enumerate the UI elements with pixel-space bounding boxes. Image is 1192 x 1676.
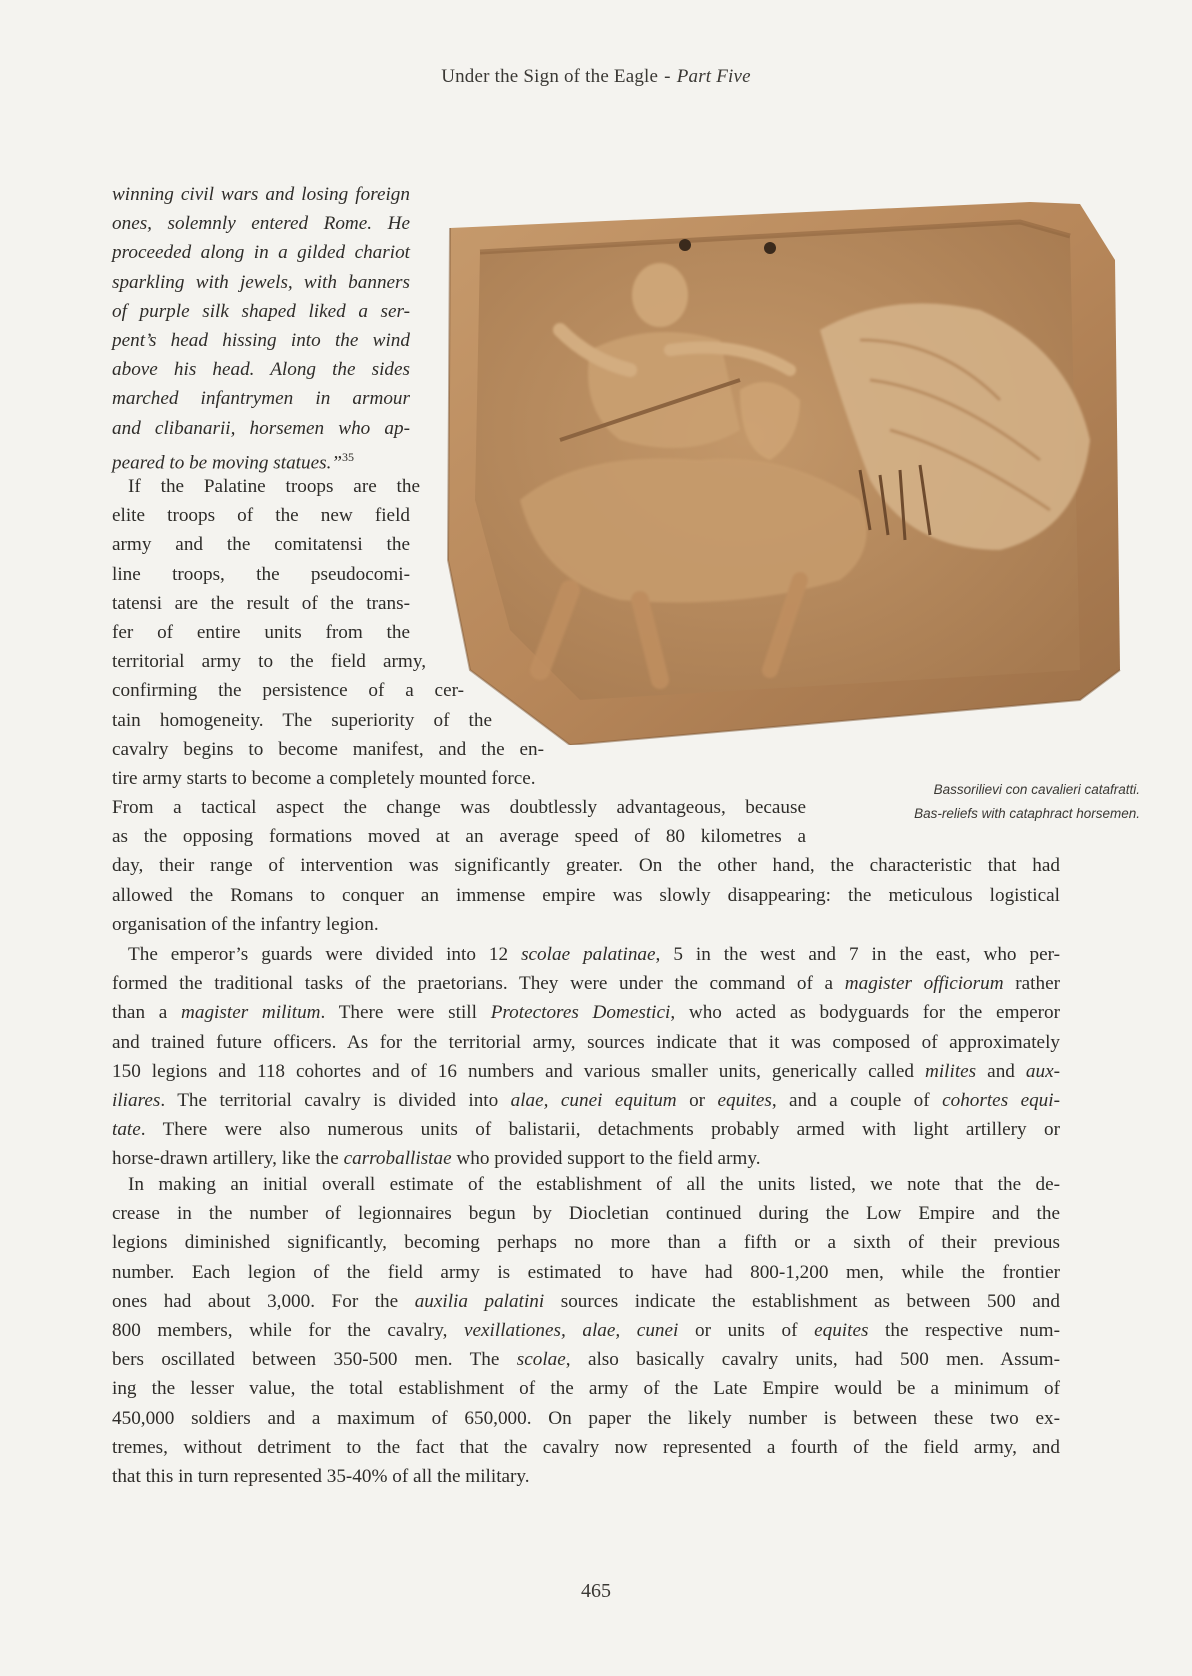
text-span: horse-drawn artillery, like the	[112, 1148, 344, 1170]
text-span: 150 legions and 118 cohortes and of 16 numbers and various smaller units, generically called	[112, 1060, 925, 1082]
italic-term: magister militum	[181, 1002, 321, 1024]
text-span: the respective num-	[868, 1319, 1060, 1341]
text-span: , who acted as bodyguards for the emperor	[670, 1002, 1060, 1024]
italic-term: equites	[814, 1319, 869, 1341]
italic-term: tate	[112, 1119, 141, 1141]
text-line	[112, 998, 1060, 1027]
text-span: or units of	[678, 1319, 815, 1341]
text-line	[112, 940, 1060, 969]
text-span: rather	[1003, 973, 1060, 995]
text-span: , and a couple of	[771, 1089, 943, 1111]
text-span: than a	[112, 1002, 182, 1024]
paragraph-1	[112, 472, 1060, 939]
text-line	[112, 1115, 1060, 1144]
text-line: organisation of the infantry legion.	[112, 913, 379, 935]
text-line: marched infantrymen in armour	[112, 388, 410, 410]
text-line: 450,000 soldiers and a maximum of 650,000. On paper the likely number is between these two ex-	[112, 1407, 1060, 1429]
italic-term: vexillationes, alae, cunei	[464, 1319, 679, 1341]
part-title: Part Five	[676, 66, 751, 87]
italic-term: milites	[924, 1060, 977, 1082]
italic-term: cohortes equi-	[942, 1089, 1060, 1111]
text-span: . There were still	[320, 1002, 491, 1024]
text-line: If the Palatine troops are the	[128, 476, 420, 497]
text-line	[112, 1086, 1060, 1115]
text-line: ones, solemnly entered Rome. He	[112, 213, 410, 235]
text-span: . There were also numerous units of balistarii, detachments probably armed with light artillery or	[140, 1119, 1060, 1141]
text-line: From a tactical aspect the change was doubtlessly advantageous, because	[112, 797, 806, 819]
text-line: of purple silk shaped liked a ser-	[112, 300, 410, 322]
paragraph-3	[112, 1170, 1060, 1491]
text-line	[112, 443, 410, 472]
text-span: , 5 in the west and 7 in the east, who per-	[655, 944, 1060, 965]
text-span: The emperor’s guards were divided into 12	[128, 944, 522, 965]
italic-term: Protectores Domestici	[490, 1002, 671, 1024]
italic-term: carroballistae	[343, 1148, 452, 1170]
text-line: ing the lesser value, the total establishment of the army of the Late Empire would be a minimum of	[112, 1378, 1060, 1400]
italic-term: scolae palatinae	[521, 944, 656, 965]
text-line: number. Each legion of the field army is estimated to have had 800-1,200 men, while the frontier	[112, 1261, 1060, 1283]
text-line: winning civil wars and losing foreign	[112, 184, 410, 205]
text-line: that this in turn represented 35-40% of all the military.	[112, 1465, 530, 1487]
text-line: and clibanarii, horsemen who ap-	[112, 417, 410, 439]
text-span: formed the traditional tasks of the praetorians. They were under the command of a	[112, 973, 845, 995]
quote-last-line: peared to be moving statues.”	[112, 452, 343, 474]
text-line: crease in the number of legionnaires begun by Diocletian continued during the Low Empire and the	[112, 1203, 1060, 1225]
italic-term: equites	[717, 1089, 772, 1111]
footnote-marker: 35	[342, 449, 355, 464]
text-line	[112, 1287, 1060, 1316]
text-span: bers oscillated between 350-500 men. The	[112, 1349, 517, 1371]
header-separator: -	[664, 66, 671, 87]
quote-block	[112, 180, 410, 472]
text-line: In making an initial overall estimate of the establishment of all the units listed, we note that the de-	[128, 1174, 1060, 1195]
text-line: tain homogeneity. The superiority of the	[112, 709, 492, 731]
text-line: as the opposing formations moved at an average speed of 80 kilometres a	[112, 826, 806, 848]
italic-term: aux-	[1025, 1060, 1060, 1082]
page-number: 465	[581, 1580, 611, 1602]
text-line: cavalry begins to become manifest, and the en-	[112, 738, 544, 760]
text-span: or	[676, 1089, 718, 1111]
text-span: sources indicate the establishment as between 500 and	[544, 1290, 1060, 1312]
italic-term: magister officiorum	[844, 973, 1004, 995]
text-span: , also basically cavalry units, had 500 men. Assum-	[565, 1349, 1060, 1371]
text-line: and trained future officers. As for the territorial army, sources indicate that it was composed of approximately	[112, 1031, 1060, 1053]
text-line	[112, 1345, 1060, 1374]
text-line: proceeded along in a gilded chariot	[112, 242, 410, 264]
text-span: 800 members, while for the cavalry,	[112, 1319, 464, 1341]
text-line: legions diminished significantly, becoming perhaps no more than a fifth or a sixth of their previous	[112, 1232, 1060, 1254]
caption-italian: Bassorilievi con cavalieri catafratti.	[933, 782, 1140, 797]
text-line	[112, 969, 1060, 998]
text-line	[112, 1316, 1060, 1345]
italic-term: alae, cunei equitum	[510, 1089, 677, 1111]
text-line: tatensi are the result of the trans-	[112, 592, 410, 614]
text-line: territorial army to the field army,	[112, 651, 426, 673]
italic-term: auxilia palatini	[414, 1290, 545, 1312]
text-span: ones had about 3,000. For the	[112, 1290, 415, 1312]
text-line: tremes, without detriment to the fact that the cavalry now represented a fourth of the field army, and	[112, 1436, 1060, 1458]
italic-term: scolae	[516, 1349, 566, 1371]
running-head	[0, 66, 1192, 88]
caption-english: Bas-reliefs with cataphract horsemen.	[914, 806, 1140, 821]
text-line: allowed the Romans to conquer an immense empire was slowly disappearing: the meticulous logistical	[112, 884, 1060, 906]
text-line: above his head. Along the sides	[112, 359, 410, 381]
book-title: Under the Sign of the Eagle	[441, 66, 659, 87]
text-line: tire army starts to become a completely mounted force.	[112, 767, 536, 789]
text-line: elite troops of the new field	[112, 505, 410, 527]
text-line: fer of entire units from the	[112, 621, 410, 643]
text-span: who provided support to the field army.	[451, 1148, 761, 1170]
text-line: army and the comitatensi the	[112, 534, 410, 556]
text-line: sparkling with jewels, with banners	[112, 271, 410, 293]
text-line: pent’s head hissing into the wind	[112, 329, 410, 351]
italic-term: iliares	[112, 1089, 161, 1111]
text-line: day, their range of intervention was significantly greater. On the other hand, the characteristic that had	[112, 855, 1060, 877]
text-span: . The territorial cavalry is divided into	[160, 1089, 511, 1111]
text-line: confirming the persistence of a cer-	[112, 680, 464, 702]
text-span: and	[976, 1060, 1026, 1082]
paragraph-2	[112, 940, 1060, 1174]
text-line: line troops, the pseudocomi-	[112, 563, 410, 585]
text-line	[112, 1057, 1060, 1086]
